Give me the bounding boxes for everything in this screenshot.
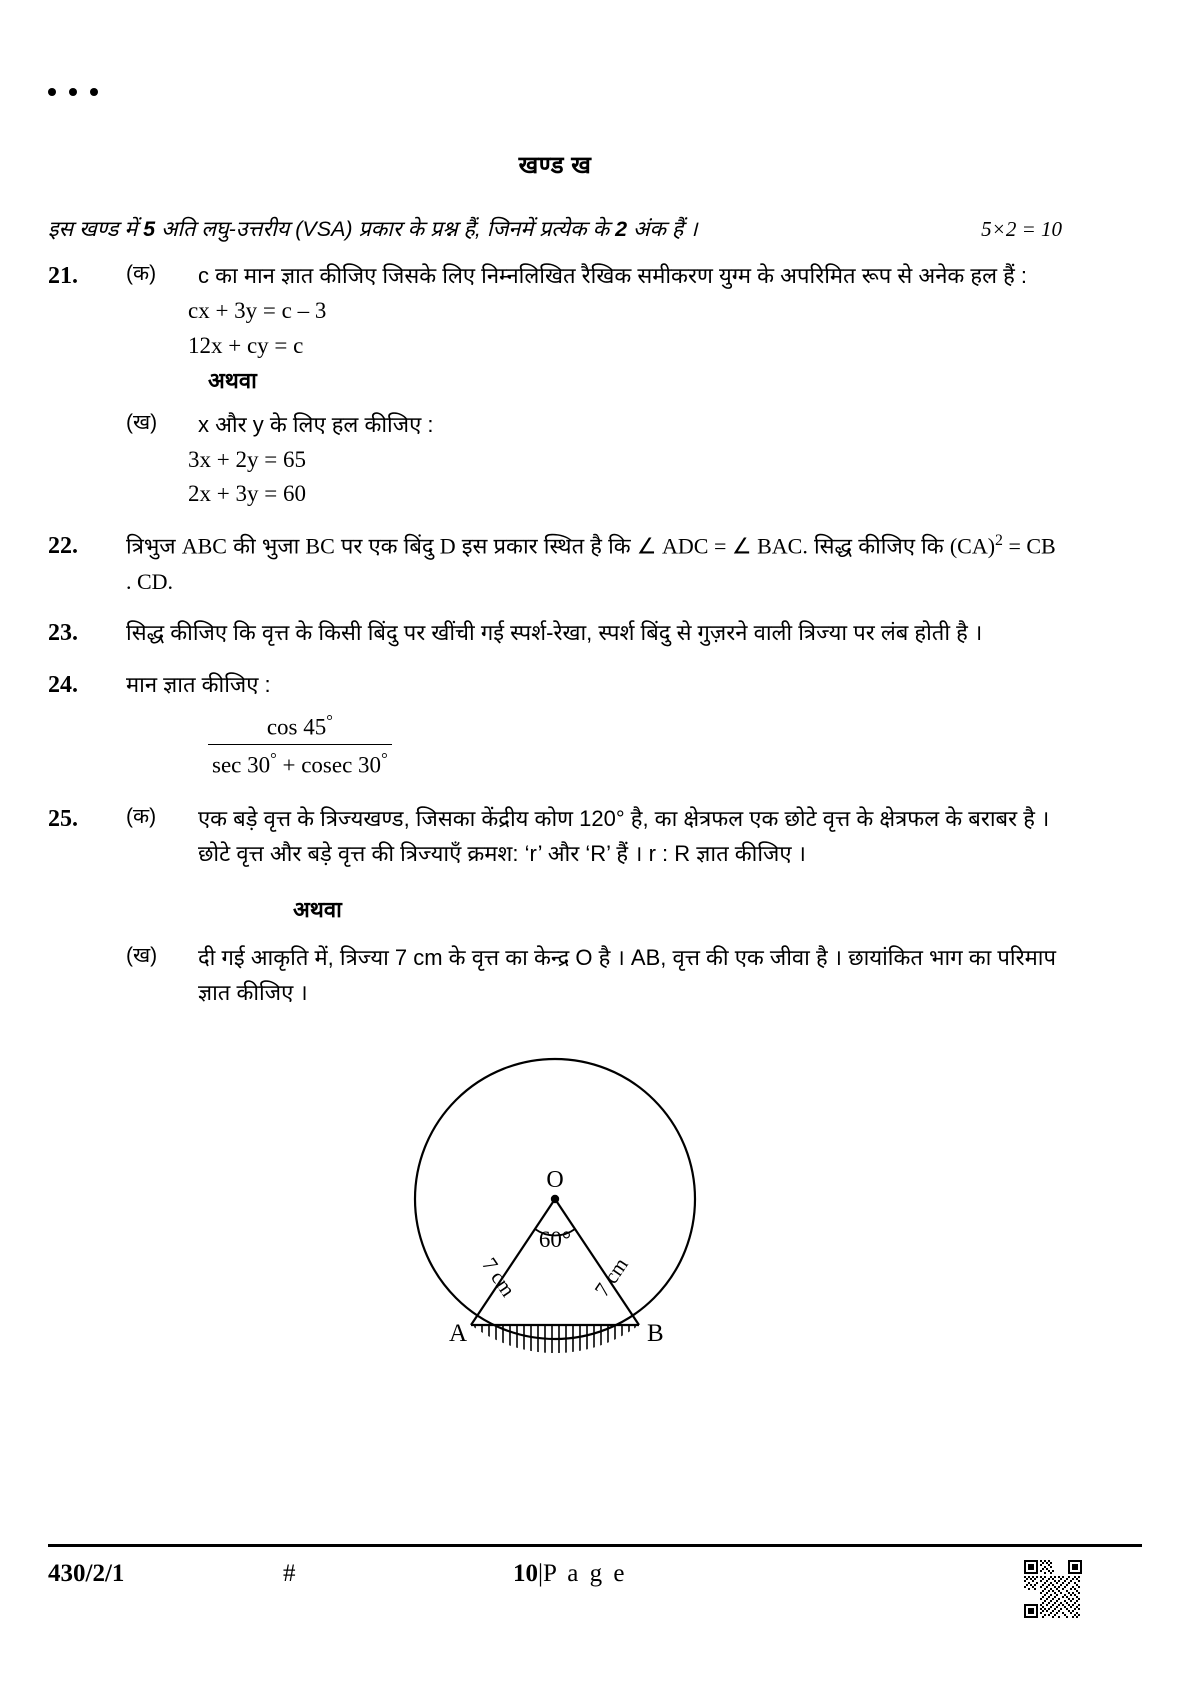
fraction-denominator-degree-2: ° xyxy=(381,748,388,768)
label-point-b: B xyxy=(647,1320,664,1348)
label-radius-right: 7 cm xyxy=(589,1253,633,1301)
paper-code: 430/2/1 xyxy=(48,1560,125,1587)
question-23-text: सिद्ध कीजिए कि वृत्त के किसी बिंदु पर खींची गई स्पर्श-रेखा, स्पर्श बिंदु से गुज़रने वाली त्रिज्या पर लंब होती है । xyxy=(126,620,983,646)
question-21-part-a-label: (क) xyxy=(126,262,157,286)
circle-chord-figure xyxy=(48,1029,1062,1359)
page-footer xyxy=(48,1560,1142,1640)
question-23-number: 23. xyxy=(48,620,78,647)
dot-3 xyxy=(90,88,98,96)
radius-ob-line xyxy=(555,1199,639,1325)
label-radius-left: 7 cm xyxy=(477,1253,521,1301)
question-25-part-b xyxy=(48,940,1062,1011)
question-24-fraction xyxy=(208,711,392,778)
question-25-part-a-text: एक बड़े वृत्त के त्रिज्यखण्ड, जिसका केंद्रीय कोण 120° है, का क्षेत्रफल एक छोटे वृत्त के क्षेत्रफल के बराबर है । छोटे वृत्त और बड़े वृत्त की त्रिज्याएँ क्रमश: ‘r’ और ‘R’ हैं । r : R ज्ञात कीजिए । xyxy=(198,805,1050,867)
question-22 xyxy=(48,528,1062,600)
question-21-part-b-text: x और y के लिए हल कीजिए : xyxy=(198,412,434,438)
section-instruction-row xyxy=(48,215,1062,244)
question-24 xyxy=(48,667,1062,703)
label-angle-60: 60° xyxy=(538,1227,572,1253)
fraction-denominator xyxy=(208,745,392,779)
question-25-or-label: अथवा xyxy=(293,896,342,922)
top-dots-decoration xyxy=(48,88,98,96)
page-word: P a g e xyxy=(543,1560,627,1587)
page-number: 10 xyxy=(513,1560,538,1587)
question-21-number: 21. xyxy=(48,263,78,290)
fraction-denominator-cosec: + cosec 30 xyxy=(276,752,382,778)
q22-seg-2: की भुजा xyxy=(227,532,306,558)
question-22-number: 22. xyxy=(48,532,78,559)
hash-mark: # xyxy=(283,1560,296,1587)
page-indicator xyxy=(513,1560,1024,1588)
section-heading: खण्ड ख xyxy=(518,152,592,179)
question-23 xyxy=(48,615,1062,651)
label-point-a: A xyxy=(449,1320,468,1348)
fraction-numerator-degree: ° xyxy=(326,711,333,731)
question-21-part-b-equation-2: 2x + 3y = 60 xyxy=(188,481,306,507)
instr-count: 5 xyxy=(143,217,156,241)
question-24-number: 24. xyxy=(48,672,78,699)
question-21-equation-1: cx + 3y = c – 3 xyxy=(188,298,327,324)
qr-code-icon xyxy=(1024,1560,1082,1618)
q22-angle-bac: ∠ BAC. xyxy=(731,532,808,558)
fraction-denominator-degree-1: ° xyxy=(270,748,277,768)
fraction-numerator xyxy=(208,711,392,744)
dot-2 xyxy=(69,88,77,96)
question-25 xyxy=(48,801,1062,872)
q22-d: D xyxy=(439,532,456,558)
label-o: O xyxy=(546,1167,564,1194)
page-content xyxy=(48,148,1062,1359)
q22-equals: = xyxy=(708,532,732,558)
question-21-or-label: अथवा xyxy=(208,368,257,394)
center-point-o xyxy=(551,1195,559,1203)
question-21 xyxy=(48,258,1062,294)
question-21-part-b-equation-1: 3x + 2y = 65 xyxy=(188,446,306,472)
fraction-numerator-text: cos 45 xyxy=(266,714,327,740)
question-22-text xyxy=(126,528,1062,600)
question-25-number: 25. xyxy=(48,805,78,832)
q22-seg-3: पर एक बिंदु xyxy=(334,532,440,558)
q22-seg-4: इस प्रकार स्थित है कि xyxy=(455,532,637,558)
q22-formula-exponent: 2 xyxy=(995,531,1003,549)
question-21-part-b xyxy=(48,407,1062,443)
instr-marks: 2 xyxy=(615,217,628,241)
instr-prefix: इस खण्ड में xyxy=(48,217,144,241)
page-separator: | xyxy=(538,1560,544,1587)
q22-seg-5: सिद्ध कीजिए कि xyxy=(807,532,950,558)
q22-bc: BC xyxy=(305,532,335,558)
section-instruction-text xyxy=(48,215,697,244)
q22-angle-adc: ∠ ADC xyxy=(636,532,709,558)
q22-formula-rest: = CB . CD. xyxy=(126,532,1056,594)
q22-formula: (CA) xyxy=(949,532,996,558)
question-21-part-b-label: (ख) xyxy=(126,411,158,435)
q22-seg-1: त्रिभुज xyxy=(126,532,182,558)
dot-1 xyxy=(48,88,56,96)
marks-formula: 5×2 = 10 xyxy=(981,217,1062,241)
fraction-denominator-sec: sec 30 xyxy=(212,752,271,778)
instr-mid: अति लघु-उत्तरीय (VSA) प्रकार के प्रश्न हैं, जिनमें प्रत्येक के xyxy=(155,217,616,241)
question-21-equation-2: 12x + cy = c xyxy=(188,332,304,358)
question-25-part-b-label: (ख) xyxy=(126,943,158,967)
footer-divider xyxy=(48,1544,1142,1547)
question-21-part-a-text: c का मान ज्ञात कीजिए जिसके लिए निम्नलिखित रैखिक समीकरण युग्म के अपरिमित रूप से अनेक हल हैं : xyxy=(198,263,1028,289)
circle-figure-svg xyxy=(385,1029,725,1359)
question-25-part-b-text: दी गई आकृति में, त्रिज्या 7 cm के वृत्त का केन्द्र O है । AB, वृत्त की एक जीवा है । छायांकित भाग का परिमाप ज्ञात कीजिए । xyxy=(198,944,1056,1006)
instr-suffix: अंक हैं । xyxy=(627,217,698,241)
question-25-part-a-label: (क) xyxy=(126,804,157,828)
question-24-text: मान ज्ञात कीजिए : xyxy=(126,672,271,698)
q22-abc: ABC xyxy=(181,532,227,558)
